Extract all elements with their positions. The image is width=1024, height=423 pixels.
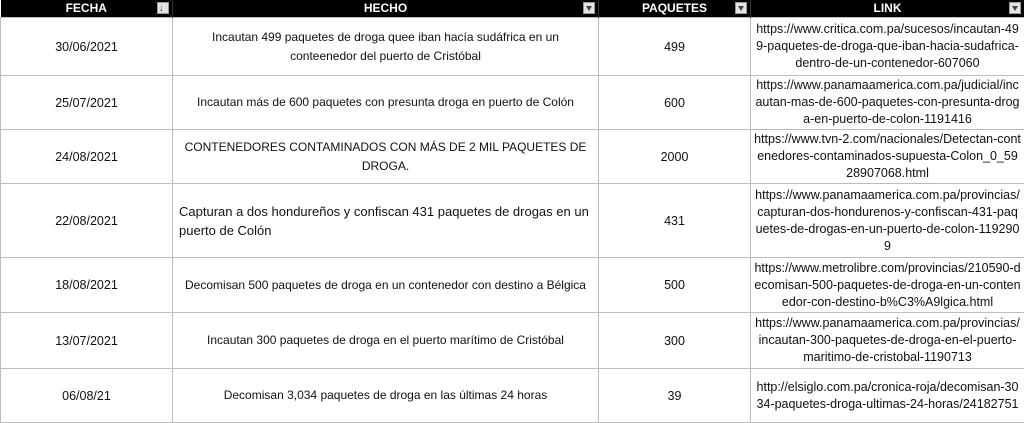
cell-paquetes[interactable]: 2000	[599, 130, 751, 184]
cell-hecho[interactable]: Incautan más de 600 paquetes con presunta droga en puerto de Colón	[173, 76, 599, 130]
table-row	[1, 258, 1024, 313]
table-row	[1, 184, 1024, 258]
cell-fecha[interactable]: 13/07/2021	[1, 313, 173, 369]
cell-hecho[interactable]: Incautan 300 paquetes de droga en el puerto marítimo de Cristóbal	[173, 313, 599, 369]
column-header-fecha[interactable]	[1, 0, 173, 18]
cell-paquetes[interactable]: 600	[599, 76, 751, 130]
cell-fecha[interactable]: 25/07/2021	[1, 76, 173, 130]
cell-hecho[interactable]: Incautan 499 paquetes de droga quee iban hacía sudáfrica en un conteenedor del puerto de Cristóbal	[173, 18, 599, 76]
table-row	[1, 369, 1024, 423]
cell-link[interactable]: https://www.metrolibre.com/provincias/210590-decomisan-500-paquetes-de-droga-en-un-contenedor-con-destino-b%C3%A9lgica.html	[751, 258, 1024, 313]
cell-link[interactable]: https://www.tvn-2.com/nacionales/Detectan-contenedores-contaminados-supuesta-Colon_0_5928907068.html	[751, 130, 1024, 184]
cell-link[interactable]: https://www.panamaamerica.com.pa/provincias/incautan-300-paquetes-de-droga-en-el-puerto-maritimo-de-cristobal-1190713	[751, 313, 1024, 369]
cell-paquetes[interactable]: 300	[599, 313, 751, 369]
cell-fecha[interactable]: 24/08/2021	[1, 130, 173, 184]
cell-hecho[interactable]: Capturan a dos hondureños y confiscan 431 paquetes de drogas en un puerto de Colón	[173, 184, 599, 258]
sort-arrow-icon: ↓	[159, 3, 164, 13]
table-row	[1, 18, 1024, 76]
column-header-label: HECHO	[363, 1, 408, 15]
table-row	[1, 313, 1024, 369]
cell-fecha[interactable]: 22/08/2021	[1, 184, 173, 258]
table-row	[1, 130, 1024, 184]
filter-dropdown-icon[interactable]	[583, 2, 595, 14]
cell-paquetes[interactable]: 431	[599, 184, 751, 258]
cell-link[interactable]: https://www.panamaamerica.com.pa/judicial/incautan-mas-de-600-paquetes-con-presunta-droga-en-puerto-de-colon-1191416	[751, 76, 1024, 130]
column-header-label: FECHA	[65, 1, 107, 15]
filter-dropdown-icon[interactable]	[735, 2, 747, 14]
column-header-link[interactable]	[751, 0, 1024, 18]
cell-link[interactable]: https://www.critica.com.pa/sucesos/incautan-499-paquetes-de-droga-que-iban-hacia-sudafrica-dentro-de-un-contenedor-607060	[751, 18, 1024, 76]
column-header-label: LINK	[873, 1, 902, 15]
cell-link[interactable]: https://www.panamaamerica.com.pa/provincias/capturan-dos-hondurenos-y-confiscan-431-paquetes-de-drogas-en-un-puerto-de-colon-1192909	[751, 184, 1024, 258]
header-row	[1, 0, 1024, 18]
cell-hecho[interactable]: Decomisan 3,034 paquetes de droga en las últimas 24 horas	[173, 369, 599, 423]
cell-fecha[interactable]: 30/06/2021	[1, 18, 173, 76]
cell-hecho[interactable]: Decomisan 500 paquetes de droga en un contenedor con destino a Bélgica	[173, 258, 599, 313]
column-header-hecho[interactable]	[173, 0, 599, 18]
cell-fecha[interactable]: 18/08/2021	[1, 258, 173, 313]
cell-link[interactable]: http://elsiglo.com.pa/cronica-roja/decomisan-3034-paquetes-droga-ultimas-24-horas/24182751	[751, 369, 1024, 423]
column-header-label: PAQUETES	[641, 1, 708, 15]
filter-dropdown-icon[interactable]	[1009, 2, 1021, 14]
column-header-paquetes[interactable]	[599, 0, 751, 18]
sort-filter-icon[interactable]	[157, 2, 169, 14]
cell-fecha[interactable]: 06/08/21	[1, 369, 173, 423]
table-row	[1, 76, 1024, 130]
cell-paquetes[interactable]: 500	[599, 258, 751, 313]
cell-paquetes[interactable]: 39	[599, 369, 751, 423]
cell-hecho[interactable]: CONTENEDORES CONTAMINADOS CON MÁS DE 2 MIL PAQUETES DE DROGA.	[173, 130, 599, 184]
cell-paquetes[interactable]: 499	[599, 18, 751, 76]
